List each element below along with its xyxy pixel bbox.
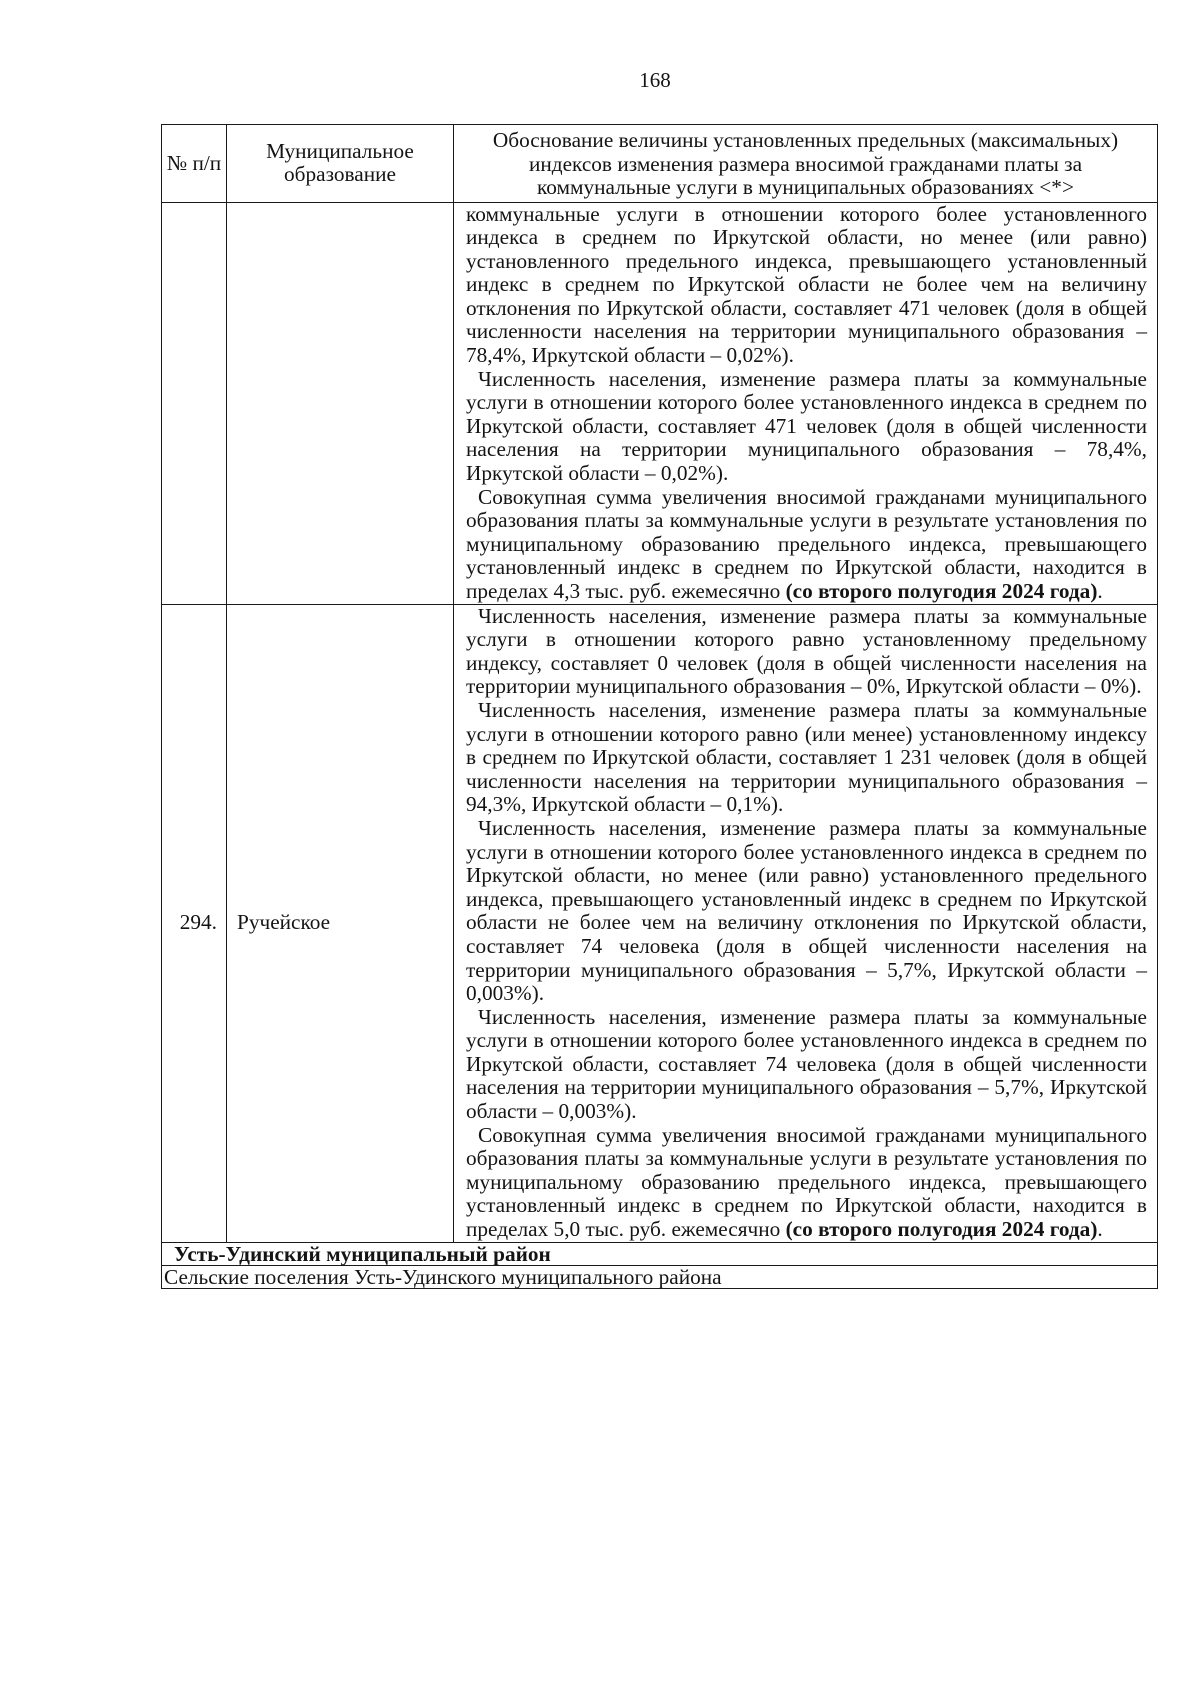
total-paragraph bbox=[466, 486, 1147, 604]
settlements-row bbox=[162, 1265, 1158, 1288]
table-header-row bbox=[162, 125, 1158, 203]
cell-municipality: Ручейское bbox=[227, 604, 454, 1242]
cell-number: 294. bbox=[162, 604, 227, 1242]
paragraph: Численность населения, изменение размера платы за коммунальные услуги в отношении которого более установленного индекса в среднем по Иркутской области, но менее (или равно) установленного предельного индекса, превышающего установленный индекс в среднем по Иркутской области не более чем на величину отклонения по Иркутской области, составляет 74 человека (доля в общей численности населения на территории муниципального образования – 5,7%, Иркутской области – 0,003%). bbox=[466, 815, 1147, 1006]
table-row-continued bbox=[162, 202, 1158, 604]
total-period: (со второго полугодия 2024 года) bbox=[785, 579, 1098, 603]
cell-justification-continued bbox=[454, 202, 1158, 604]
settlements-title: Сельские поселения Усть-Удинского муниципального района bbox=[162, 1265, 1158, 1288]
header-justification: Обоснование величины установленных предельных (максимальных) индексов изменения размера вносимой гражданами платы за коммунальные услуги в муниципальных образованиях <*> bbox=[454, 125, 1158, 203]
region-row bbox=[162, 1242, 1158, 1265]
header-municipality: Муниципальное образование bbox=[227, 125, 454, 203]
paragraph: Численность населения, изменение размера платы за коммунальные услуги в отношении которого равно установленному предельному индексу, составляет 0 человек (доля в общей численности населения на территории муниципального образования – 0%, Иркутской области – 0%). bbox=[466, 603, 1147, 699]
justification-table bbox=[161, 124, 1158, 1289]
paragraph: Численность населения, изменение размера платы за коммунальные услуги в отношении которого равно (или менее) установленному индексу в среднем по Иркутской области, составляет 1 231 человек (доля в общей численности населения на территории муниципального образования – 94,3%, Иркутской области – 0,1%). bbox=[466, 697, 1147, 817]
paragraph: Численность населения, изменение размера платы за коммунальные услуги в отношении которого более установленного индекса в среднем по Иркутской области, составляет 74 человека (доля в общей численности населения на территории муниципального образования – 5,7%, Иркутской области – 0,003%). bbox=[466, 1004, 1147, 1124]
cell-justification bbox=[454, 604, 1158, 1242]
cell-number-empty bbox=[162, 202, 227, 604]
header-number: № п/п bbox=[162, 125, 227, 203]
table-row-294 bbox=[162, 604, 1158, 1242]
total-text: Совокупная сумма увеличения вносимой гражданами муниципального образования платы за коммунальные услуги в результате установления по муниципальному образованию предельного индекса, превышающего установленный индекс в среднем по Иркутской области, находится в пределах 4,3 тыс. руб. ежемесячно bbox=[466, 484, 1147, 603]
total-end: . bbox=[1097, 579, 1103, 603]
paragraph: коммунальные услуги в отношении которого более установленного индекса в среднем по Иркутской области, но менее (или равно) установленного предельного индекса, превышающего установленный индекс в среднем по Иркутской области не более чем на величину отклонения по Иркутской области, составляет 471 человек (доля в общей численности населения на территории муниципального образования – 78,4%, Иркутской области – 0,02%). bbox=[466, 201, 1147, 368]
total-period: (со второго полугодия 2024 года) bbox=[785, 1217, 1098, 1242]
cell-municipality-empty bbox=[227, 202, 454, 604]
total-end: . bbox=[1097, 1217, 1103, 1242]
region-title: Усть-Удинский муниципальный район bbox=[162, 1242, 1158, 1265]
total-paragraph bbox=[466, 1124, 1147, 1242]
paragraph: Численность населения, изменение размера платы за коммунальные услуги в отношении которого более установленного индекса в среднем по Иркутской области, составляет 471 человек (доля в общей численности населения на территории муниципального образования – 78,4%, Иркутской области – 0,02%). bbox=[466, 366, 1147, 486]
total-text: Совокупная сумма увеличения вносимой гражданами муниципального образования платы за коммунальные услуги в результате установления по муниципальному образованию предельного индекса, превышающего установленный индекс в среднем по Иркутской области, находится в пределах 5,0 тыс. руб. ежемесячно bbox=[466, 1122, 1147, 1242]
page-number: 168 bbox=[639, 68, 671, 92]
